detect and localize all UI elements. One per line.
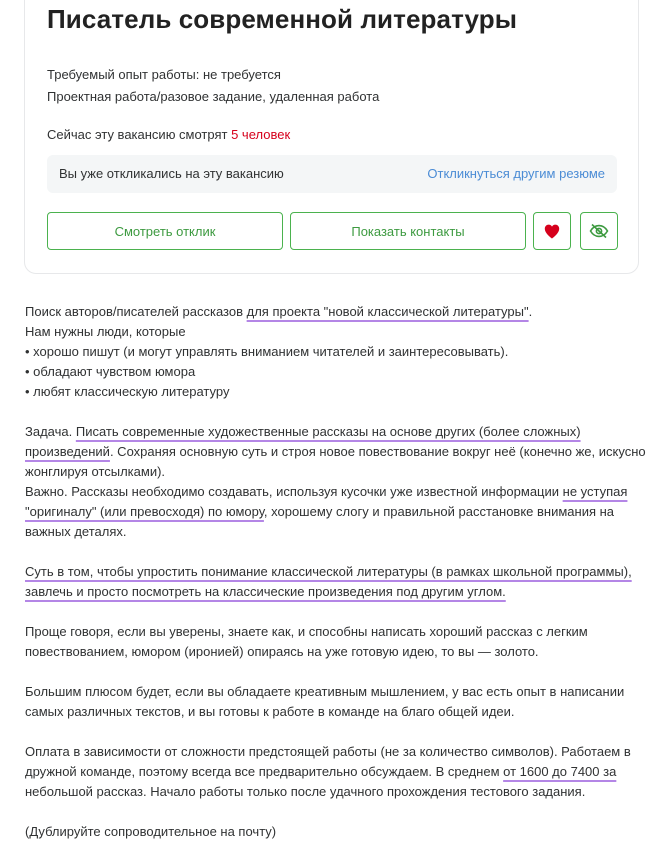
show-contacts-button[interactable]: Показать контакты (290, 212, 526, 250)
desc-line (25, 502, 645, 522)
watchers-text (47, 127, 290, 142)
desc-text: . Сохраняя основную суть и строя новое повествование вокруг неё (конечно же, искусно (109, 444, 646, 459)
responded-label: Вы уже откликались на эту вакансию (59, 166, 284, 181)
desc-line: Нам нужны люди, которые (25, 324, 186, 339)
desc-line: небольшой рассказ. Начало работы только после удачного прохождения тестового задания. (25, 784, 586, 799)
desc-text: дружной команде, поэтому всегда все предварительно обсуждаем. В среднем (25, 764, 504, 779)
desc-line (25, 422, 645, 442)
view-response-button[interactable]: Смотреть отклик (47, 212, 283, 250)
highlighted-text: от 1600 до 7400 за (503, 764, 617, 779)
highlighted-line: завлечь и просто посмотреть на классические произведения под другим углом. (25, 584, 506, 599)
desc-text: Задача. (25, 424, 76, 439)
desc-line: (Дублируйте сопроводительное на почту) (25, 824, 277, 839)
highlighted-line: Суть в том, чтобы упростить понимание классической литературы (в рамках школьной программы), (25, 564, 632, 579)
desc-line: повествованием, юмором (иронией) опираясь на уже готовую идею, то вы — золото. (25, 644, 539, 659)
desc-line: важных деталях. (25, 524, 127, 539)
desc-line: • хорошо пишут (и могут управлять вниманием читателей и заинтересовывать). (25, 344, 509, 359)
experience-text: Требуемый опыт работы: не требуется (47, 67, 281, 82)
desc-text: Важно. Рассказы необходимо создавать, используя кусочки уже известной информации (25, 484, 563, 499)
desc-text: Поиск авторов/писателей рассказов (25, 304, 247, 319)
vacancy-description (25, 302, 645, 842)
desc-line (25, 762, 645, 782)
highlighted-text: для проекта "новой классической литературы" (246, 304, 529, 319)
desc-line: жонглируя отсылками). (25, 464, 166, 479)
hide-vacancy-button[interactable] (580, 212, 618, 250)
watchers-count: 5 человек (231, 127, 291, 142)
page-title: Писатель современной литературы (47, 4, 518, 34)
desc-line: Большим плюсом будет, если вы обладаете креативным мышлением, у вас есть опыт в написании (25, 684, 625, 699)
desc-line: Проще говоря, если вы уверены, знаете как, и способны написать хороший рассказ с легким (25, 624, 588, 639)
highlighted-text: "оригиналу" (или превосходя) по юмору (25, 504, 264, 519)
watchers-prefix: Сейчас эту вакансию смотрят (47, 127, 232, 142)
favorite-button[interactable] (533, 212, 571, 250)
desc-line (25, 482, 645, 502)
desc-text: , хорошему слогу и правильной расстановке внимания на (263, 504, 615, 519)
employment-text: Проектная работа/разовое задание, удаленная работа (47, 89, 380, 104)
desc-line (25, 442, 645, 462)
responded-banner (47, 155, 617, 193)
desc-line (25, 302, 645, 322)
desc-line: • обладают чувством юмора (25, 364, 196, 379)
desc-text: . (528, 304, 533, 319)
heart-icon (544, 224, 560, 239)
highlighted-text: не уступая (562, 484, 628, 499)
highlighted-text: произведений (25, 444, 110, 459)
highlighted-text: Писать современные художественные рассказы на основе других (более сложных) (75, 424, 581, 439)
desc-line: самых различных текстов, и вы готовы к работе в команде на благо общей идеи. (25, 704, 515, 719)
respond-other-resume-link[interactable]: Откликнуться другим резюме (427, 166, 605, 181)
desc-line: Оплата в зависимости от сложности предстоящей работы (не за количество символов). Работаем в (25, 744, 631, 759)
desc-line: • любят классическую литературу (25, 384, 230, 399)
eye-crossed-icon (589, 223, 609, 239)
